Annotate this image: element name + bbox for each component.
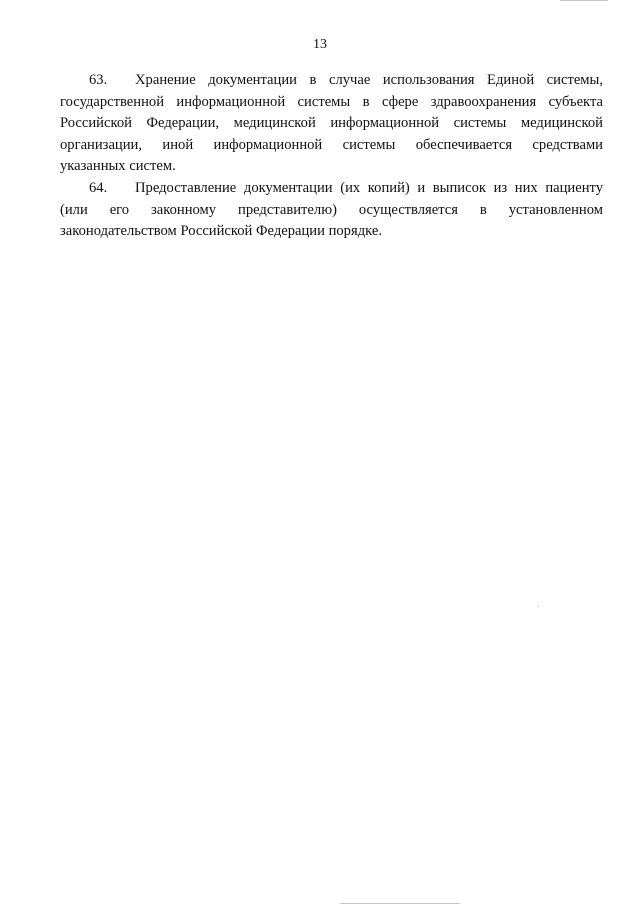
paragraph-line (60, 70, 603, 92)
paragraph-line: законодательством Российской Федерации порядке. (60, 223, 382, 240)
paragraph-line: организации, иной информационной системы обеспечивается средствами (60, 136, 603, 153)
paragraph-text: Предоставление документации (их копий) и выписок из них пациенту (135, 179, 603, 196)
paragraph-line: государственной информационной системы в сфере здравоохранения субъекта (60, 93, 603, 110)
scan-artifact-top (560, 0, 608, 1)
paragraph-63 (60, 70, 603, 178)
paragraph-number: 63. (89, 72, 108, 88)
paragraph-64 (60, 178, 603, 243)
scan-artifact-bottom (340, 903, 460, 904)
paragraph-line (60, 178, 603, 200)
paragraph-line: указанных систем. (60, 158, 176, 175)
paragraph-text: Хранение документации в случае использования Единой системы, (135, 72, 603, 88)
paragraph-number: 64. (89, 179, 108, 196)
scan-artifact-right (538, 606, 539, 607)
paragraph-line: Российской Федерации, медицинской информационной системы медицинской (60, 115, 603, 132)
paragraph-line: (или его законному представителю) осуществляется в установленном (60, 201, 603, 218)
page-number: 13 (313, 37, 327, 52)
document-body (60, 70, 603, 243)
